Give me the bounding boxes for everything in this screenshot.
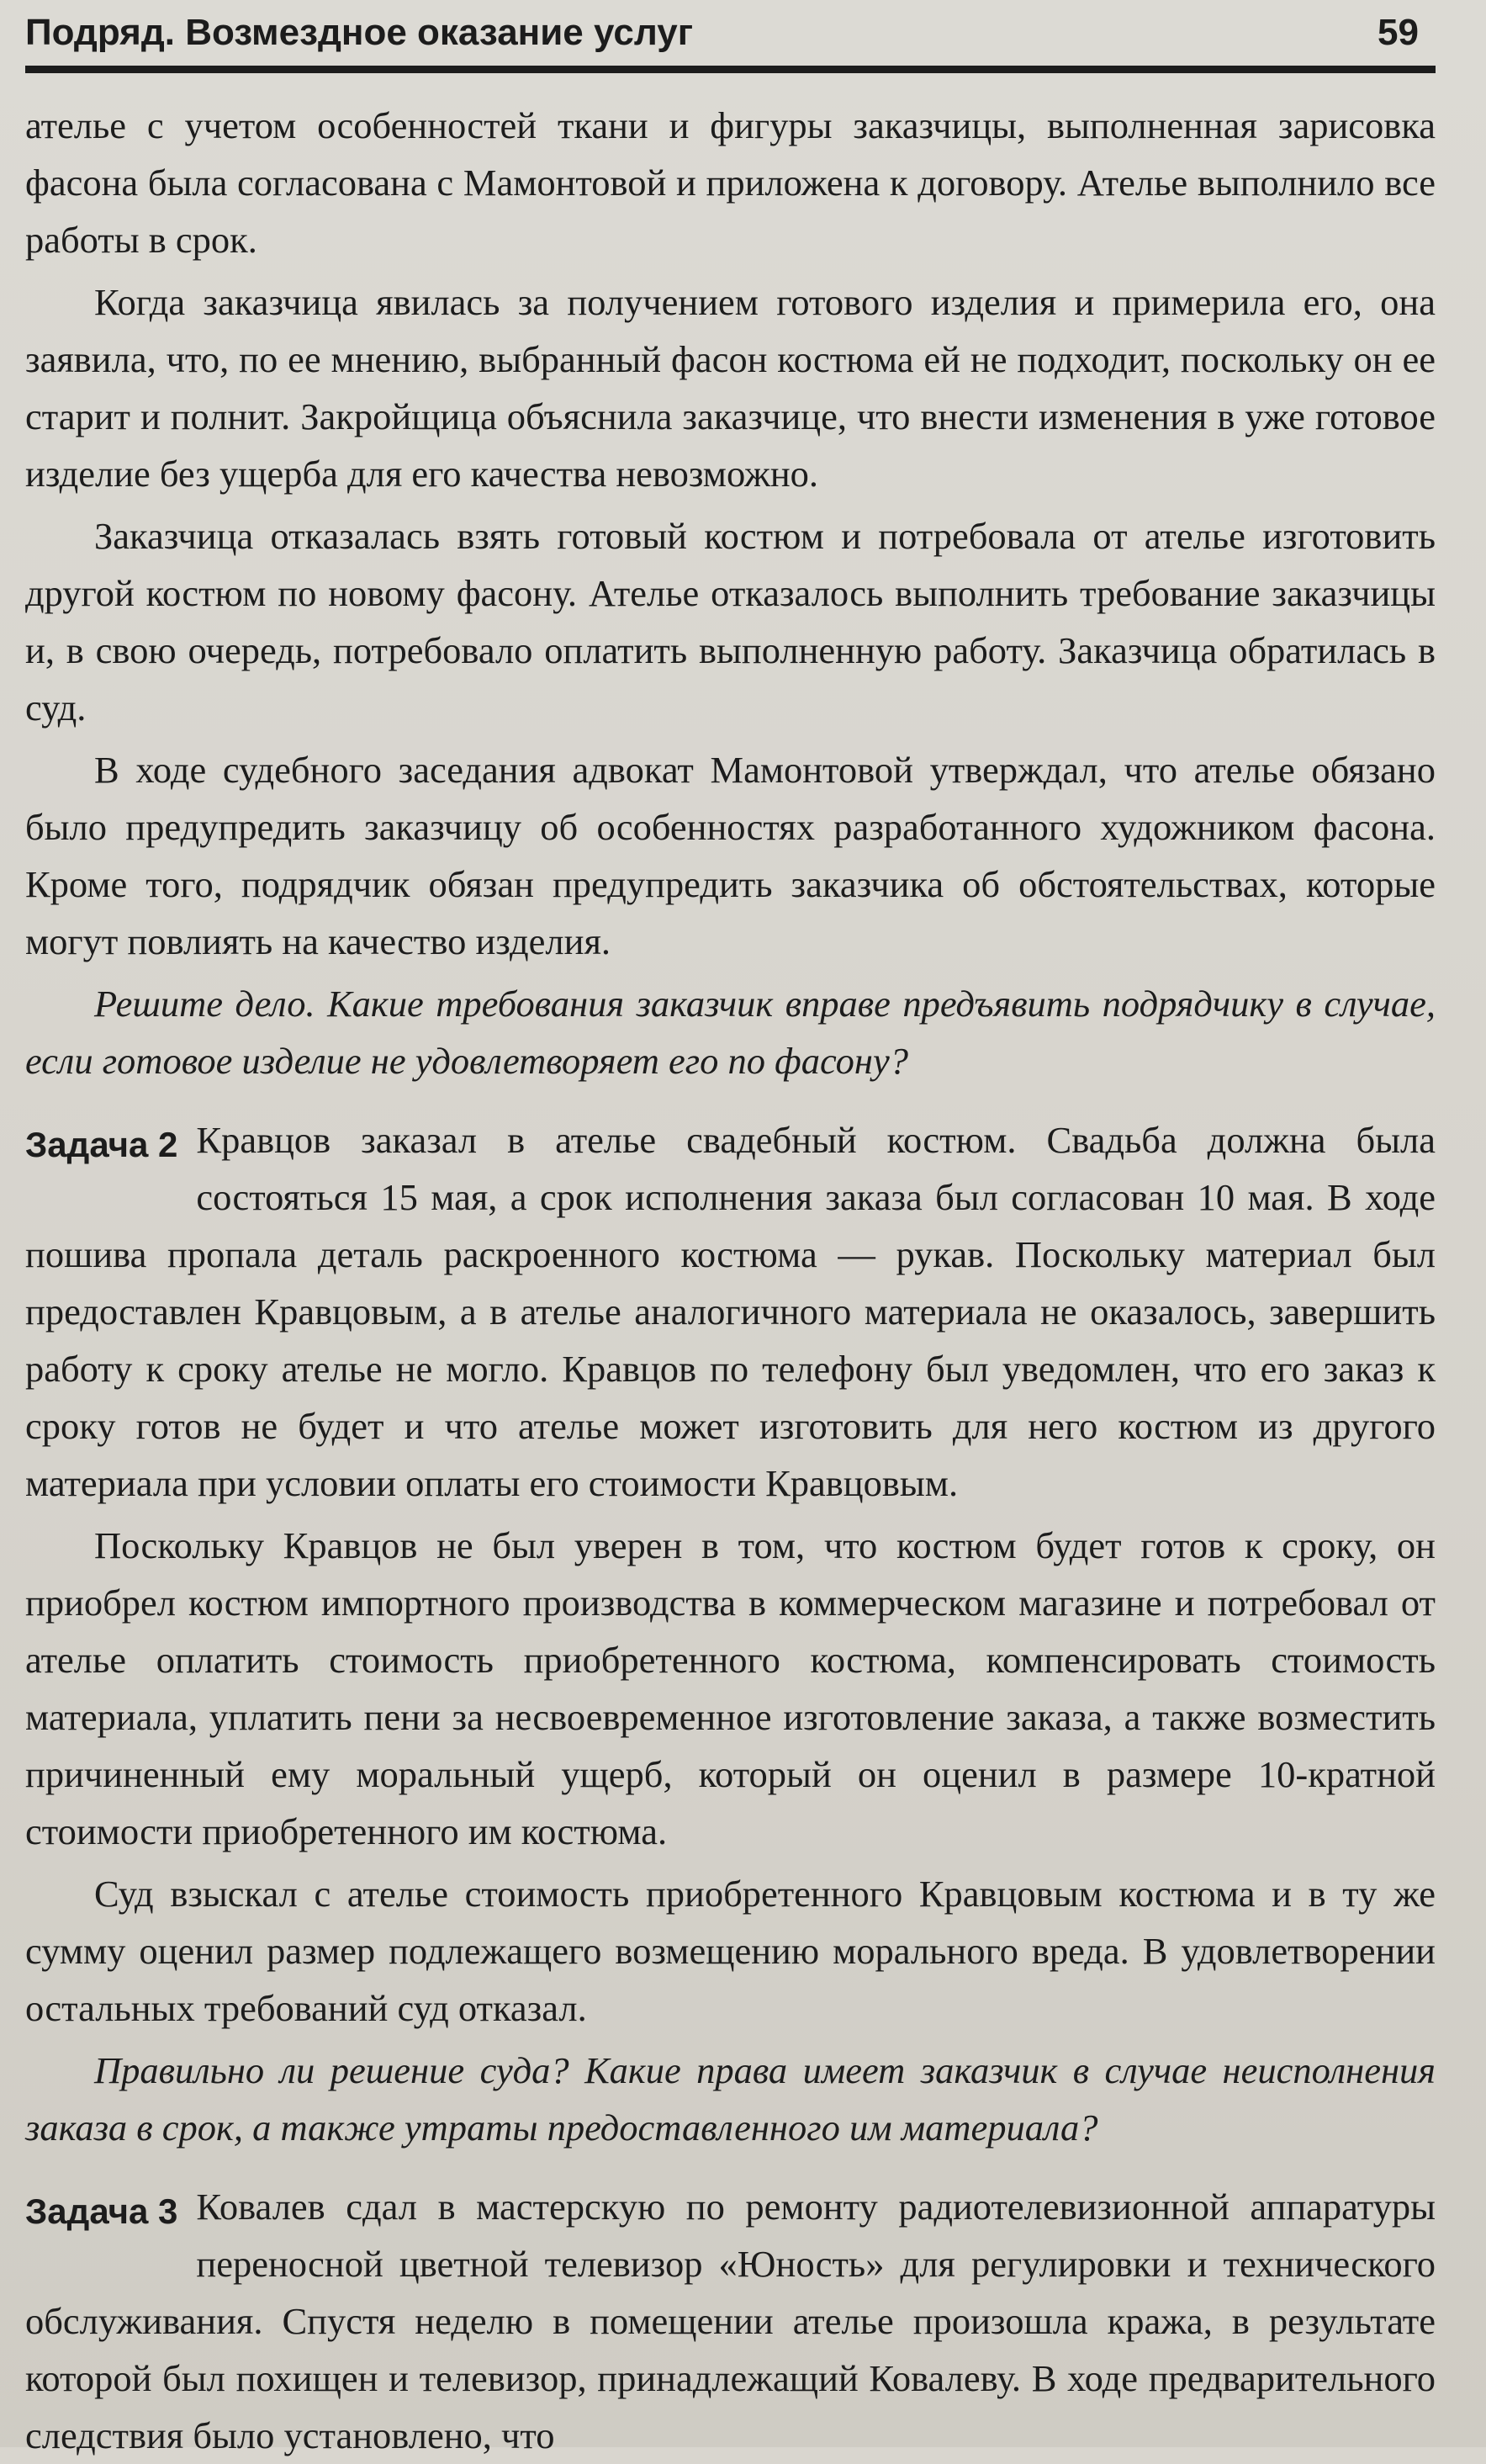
task-question: Правильно ли решение суда? Какие права имеет заказчик в случае неисполнения заказа в срок, а также утраты предоставленного им материала?	[25, 2049, 1436, 2149]
paragraph: Заказчица отказалась взять готовый костюм и потребовала от ателье изготовить другой костюм по новому фасону. Ателье отказалось выполнить требование заказчицы и, в свою очередь, потребовало оплатить выполненную работу. Заказчица обратилась в суд.	[25, 515, 1436, 729]
paragraph: Когда заказчица явилась за получением готового изделия и примерила его, она заявила, что, по ее мнению, выбранный фасон костюма ей не подходит, поскольку он ее старит и полнит. Закройщица объяснила заказчице, что внести изменения в уже готовое изделие без ущерба для его качества невозможно.	[25, 281, 1436, 495]
page-number: 59	[1378, 12, 1419, 53]
page-body	[25, 97, 1436, 2464]
task-label: Задача 3	[25, 2191, 178, 2231]
paragraph: Ковалев сдал в мастерскую по ремонту радиотелевизионной аппаратуры переносной цветной телевизор «Юность» для регулировки и технического обслуживания. Спустя неделю в помещении ателье произошла кража, в результате которой был похищен и телевизор, принадлежащий Ковалеву. В ходе предварительного следствия было установлено, что	[25, 2186, 1436, 2456]
paragraph: Кравцов заказал в ателье свадебный костюм. Свадьба должна была состояться 15 мая, а срок исполнения заказа был согласован 10 мая. В ходе пошива пропала деталь раскроенного костюма — рукав. Поскольку материал был предоставлен Кравцовым, а в ателье аналогичного материала не оказалось, завершить работу к сроку ателье не могло. Кравцов по телефону был уведомлен, что его заказ к сроку готов не будет и что ателье может изготовить для него костюм из другого материала при условии оплаты его стоимости Кравцовым.	[25, 1119, 1436, 1504]
running-header	[25, 0, 1436, 73]
task-label: Задача 2	[25, 1125, 178, 1164]
task-question: Решите дело. Какие требования заказчик вправе предъявить подрядчику в случае, если готовое изделие не удовлетворяет его по фасону?	[25, 983, 1436, 1082]
running-title: Подряд. Возмездное оказание услуг	[25, 12, 694, 53]
task-2	[25, 1111, 1436, 2156]
paragraph: Суд взыскал с ателье стоимость приобретенного Кравцовым костюма и в ту же сумму оценил размер подлежащего возмещению морального вреда. В удовлетворении остальных требований суд отказал.	[25, 1873, 1436, 2029]
task-3	[25, 2178, 1436, 2464]
paragraph: В ходе судебного заседания адвокат Мамонтовой утверждал, что ателье обязано было предупредить заказчицу об особенностях разработанного художником фасона. Кроме того, подрядчик обязан предупредить заказчика об обстоятельствах, которые могут повлиять на качество изделия.	[25, 749, 1436, 962]
paragraph: ателье с учетом особенностей ткани и фигуры заказчицы, выполненная зарисовка фасона была согласована с Мамонтовой и приложена к договору. Ателье выполнило все работы в срок.	[25, 104, 1436, 261]
paragraph: Поскольку Кравцов не был уверен в том, что костюм будет готов к сроку, он приобрел костюм импортного производства в коммерческом магазине и потребовал от ателье оплатить стоимость приобретенного костюма, компенсировать стоимость материала, уплатить пени за несвоевременное изготовление заказа, а также возместить причиненный ему моральный ущерб, который он оценил в размере 10-кратной стоимости приобретенного им костюма.	[25, 1524, 1436, 1852]
